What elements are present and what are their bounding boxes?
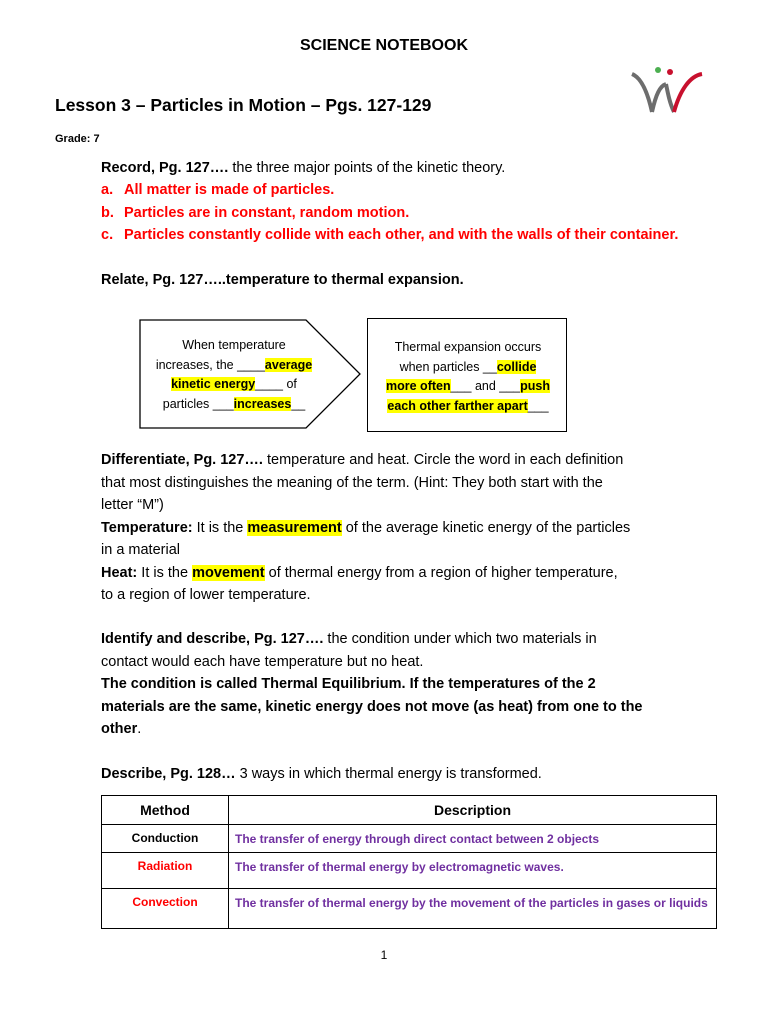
list-item: c. Particles constantly collide with each other, and with the walls of their container. [101,227,679,243]
column-header-method: Method [102,796,229,825]
school-logo-icon [628,64,704,116]
table-row [102,825,717,853]
thermal-expansion-text: Thermal expansion occurs when particles __collide more often___ and ___push each other farther apart___ [386,340,550,413]
method-cell: Conduction [102,825,229,853]
page-number: 1 [380,948,388,962]
relate-prompt: Relate, Pg. 127…..temperature to thermal expansion. [101,272,464,288]
thermal-energy-table [101,795,717,929]
method-cell: Radiation [102,853,229,889]
list-item: b. Particles are in constant, random motion. [101,204,410,221]
describe-prompt: Describe, Pg. 128… 3 ways in which thermal energy is transformed. [101,766,542,782]
table-row [102,853,717,889]
kinetic-theory-list [101,179,701,247]
method-cell: Convection [102,889,229,929]
notebook-title: SCIENCE NOTEBOOK [299,37,468,54]
heat-definition: Heat: It is the movement of thermal energy from a region of higher temperature, [101,564,618,581]
lesson-heading: Lesson 3 – Particles in Motion – Pgs. 127-129 [55,95,432,115]
description-cell: The transfer of thermal energy by the movement of the particles in gases or liquids [229,889,717,929]
differentiate-section: Differentiate, Pg. 127…. temperature and heat. Circle the word in each definition that most distinguishes the meaning of the term. (Hint: They both start with the letter “M”) Temperature: It is the measurement of the average kinetic energy of the particles in a material Heat: It is the movement of thermal energy from a region of higher temperature, to a region of lower temperature. [101,449,721,607]
grade-label: Grade: 7 [55,133,100,145]
temperature-definition: Temperature: It is the measurement of the average kinetic energy of the particles [101,519,631,536]
table-row [102,889,717,929]
temperature-arrow-text: When temperature increases, the ____average kinetic energy____ of particles ___increases__ [155,338,313,411]
identify-section: Identify and describe, Pg. 127…. the condition under which two materials in contact would each have temperature but no heat. The condition is called Thermal Equilibrium. If the temperatures of the 2 materials are the same, kinetic energy does not move (as heat) from one to the other. [101,631,643,737]
description-cell: The transfer of energy through direct contact between 2 objects [229,825,717,853]
column-header-description: Description [229,796,717,825]
description-cell: The transfer of thermal energy by electromagnetic waves. [229,853,717,889]
list-item: a. All matter is made of particles. [101,182,335,198]
record-prompt: Record, Pg. 127…. the three major points of the kinetic theory. [101,160,506,176]
